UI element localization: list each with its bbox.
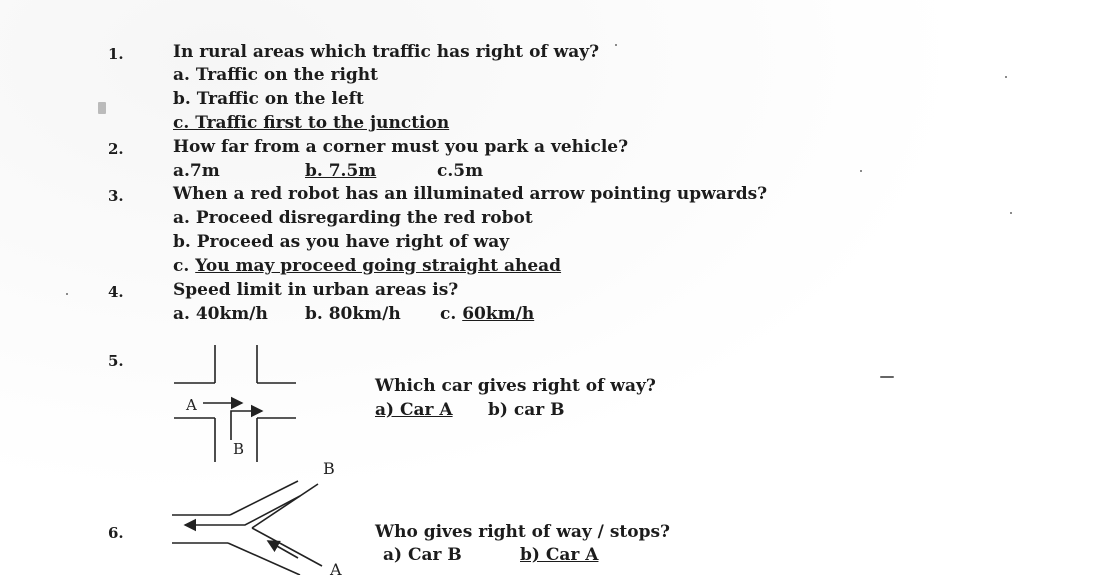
question-number: 4. — [108, 283, 124, 301]
scan-speck — [1010, 212, 1012, 214]
option-correct: b. 7.5m — [305, 161, 377, 181]
option-correct: 60km/h — [462, 304, 535, 324]
question-number: 3. — [108, 187, 124, 205]
question-number: 1. — [108, 45, 124, 63]
option: a. Proceed disregarding the red robot — [173, 208, 533, 228]
car-a-arrow — [268, 541, 298, 558]
car-b-arrow — [185, 496, 300, 525]
option-prefix: c. — [440, 304, 463, 324]
car-a-label: A — [330, 560, 342, 575]
scan-speck — [1005, 76, 1007, 78]
question-number: 5. — [108, 352, 124, 370]
option: a. Traffic on the right — [173, 65, 378, 85]
scan-speck — [98, 102, 106, 114]
option-prefix: c. — [173, 256, 196, 276]
option: b. Traffic on the left — [173, 89, 364, 109]
question-text: How far from a corner must you park a vehicle? — [173, 137, 629, 157]
scan-speck — [66, 293, 68, 295]
option-correct: c. Traffic first to the junction — [173, 113, 450, 133]
option: a. 40km/h — [173, 304, 268, 324]
option-correct: a) Car A — [375, 400, 453, 420]
question-number: 6. — [108, 524, 124, 542]
question-text: When a red robot has an illuminated arrow pointing upwards? — [173, 184, 768, 204]
option: b) car B — [488, 400, 565, 420]
question-text: Speed limit in urban areas is? — [173, 280, 459, 300]
scan-speck — [860, 170, 862, 172]
car-a-label: A — [186, 396, 197, 414]
option: b. Proceed as you have right of way — [173, 232, 510, 252]
car-b-label: B — [233, 440, 245, 458]
scan-speck — [880, 376, 894, 378]
question-number: 2. — [108, 140, 124, 158]
question-text: Who gives right of way / stops? — [375, 522, 670, 542]
option: c.5m — [437, 161, 484, 181]
fork-road-diagram — [172, 481, 322, 575]
question-text: Which car gives right of way? — [375, 376, 656, 396]
option: a) Car B — [383, 545, 462, 565]
option: b. 80km/h — [305, 304, 401, 324]
scan-speck — [615, 44, 617, 46]
car-b-label: B — [323, 459, 335, 478]
option: a.7m — [173, 161, 220, 181]
option-correct: b) Car A — [520, 545, 599, 565]
option-correct: You may proceed going straight ahead — [195, 256, 562, 276]
question-text: In rural areas which traffic has right of way? — [173, 42, 600, 62]
